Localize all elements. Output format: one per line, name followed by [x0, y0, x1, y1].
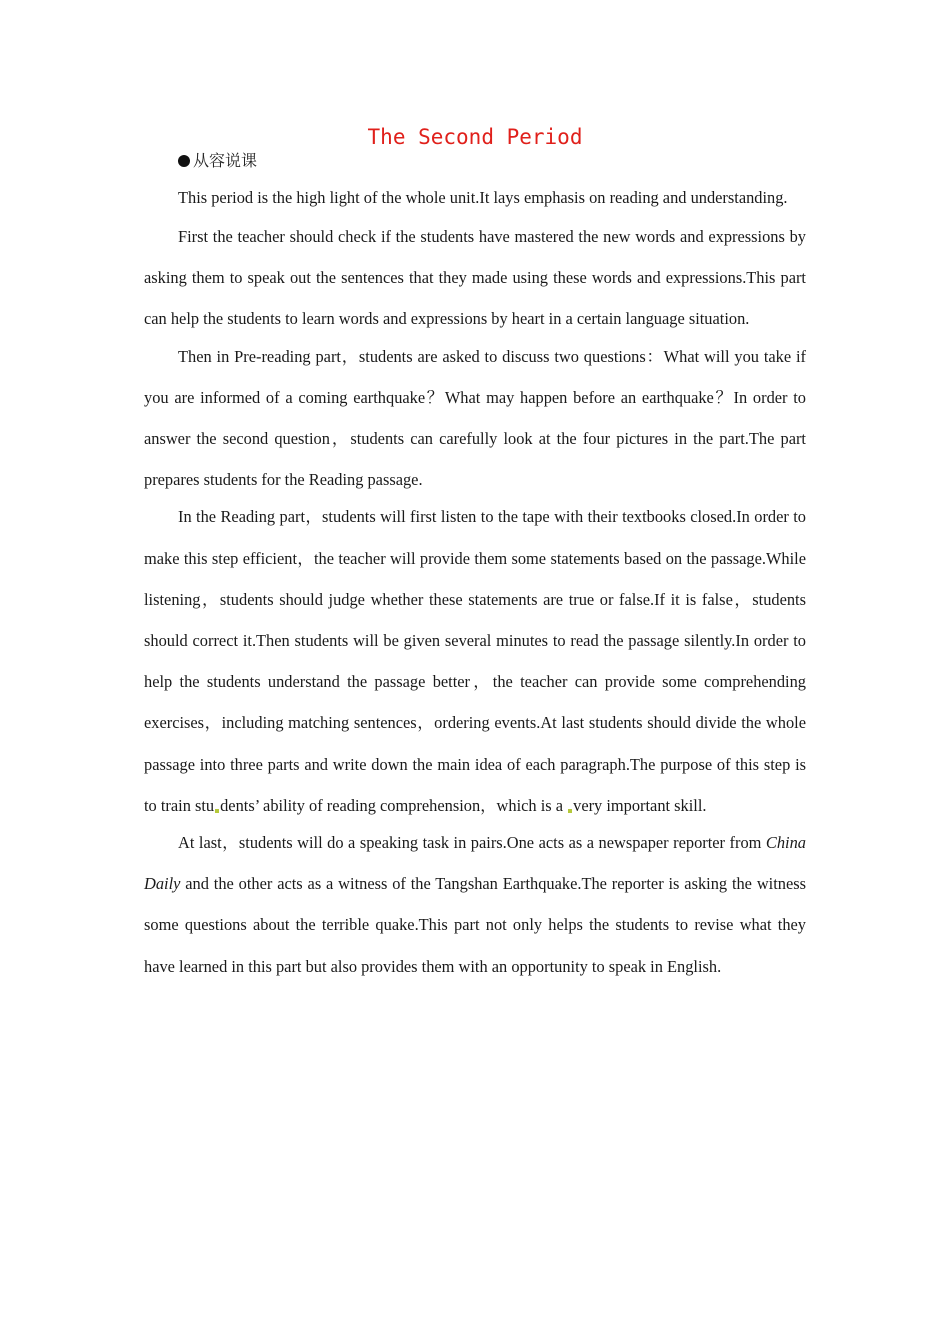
paragraph-4-part-c: very important skill.	[573, 795, 707, 815]
edit-mark-icon	[568, 809, 572, 813]
section-heading-text: 从容说课	[193, 151, 258, 170]
paragraph-5	[144, 822, 806, 987]
paragraph-3: Then in Pre-reading part，students are asked to discuss two questions：What will you take if you are informed of a coming earthquake？What may happen before an earthquake？In order to answer the second question，students can carefully look at the four pictures in the part.The part prepares students for the Reading passage.	[144, 346, 806, 490]
newspaper-name: China Daily	[144, 833, 806, 894]
paragraph-1: This period is the high light of the whole unit.It lays emphasis on reading and understanding.	[178, 188, 788, 207]
paragraph-4	[144, 496, 806, 826]
paragraph-4-part-a: In the Reading part，students will first listen to the tape with their textbooks closed.In order to make this step efficient，the teacher will provide them some statements based on the passage.While listening，students should judge whether these statements are true or false.If it is false，students should correct it.Then students will be given several minutes to read the passage silently.In order to help the students understand the passage better，the teacher can provide some comprehending exercises，including matching sentences，ordering events.At last students should divide the whole passage into three parts and write down the main idea of each paragraph.The purpose of this step is to train stu	[144, 507, 806, 815]
edit-mark-icon	[215, 809, 219, 813]
paragraph-5-part-b: and the other acts as a witness of the Tangshan Earthquake.The reporter is asking the witness some questions about the terrible quake.This part not only helps the students to revise what they have learned in this part but also provides them with an opportunity to speak in English.	[144, 874, 806, 976]
bullet-icon	[178, 155, 190, 167]
body-text	[144, 183, 806, 987]
paragraph-4-part-b: dents’ ability of reading comprehension，which is a	[220, 795, 564, 815]
paragraph-2: First the teacher should check if the students have mastered the new words and expressions by asking them to speak out the sentences that they made using these words and expressions.This part can help the students to learn words and expressions by heart in a certain language situation.	[144, 227, 806, 329]
section-heading	[178, 150, 257, 172]
paragraph-5-part-a: At last，students will do a speaking task in pairs.One acts as a newspaper reporter from	[178, 833, 766, 853]
page-title: The Second Period	[367, 125, 583, 149]
